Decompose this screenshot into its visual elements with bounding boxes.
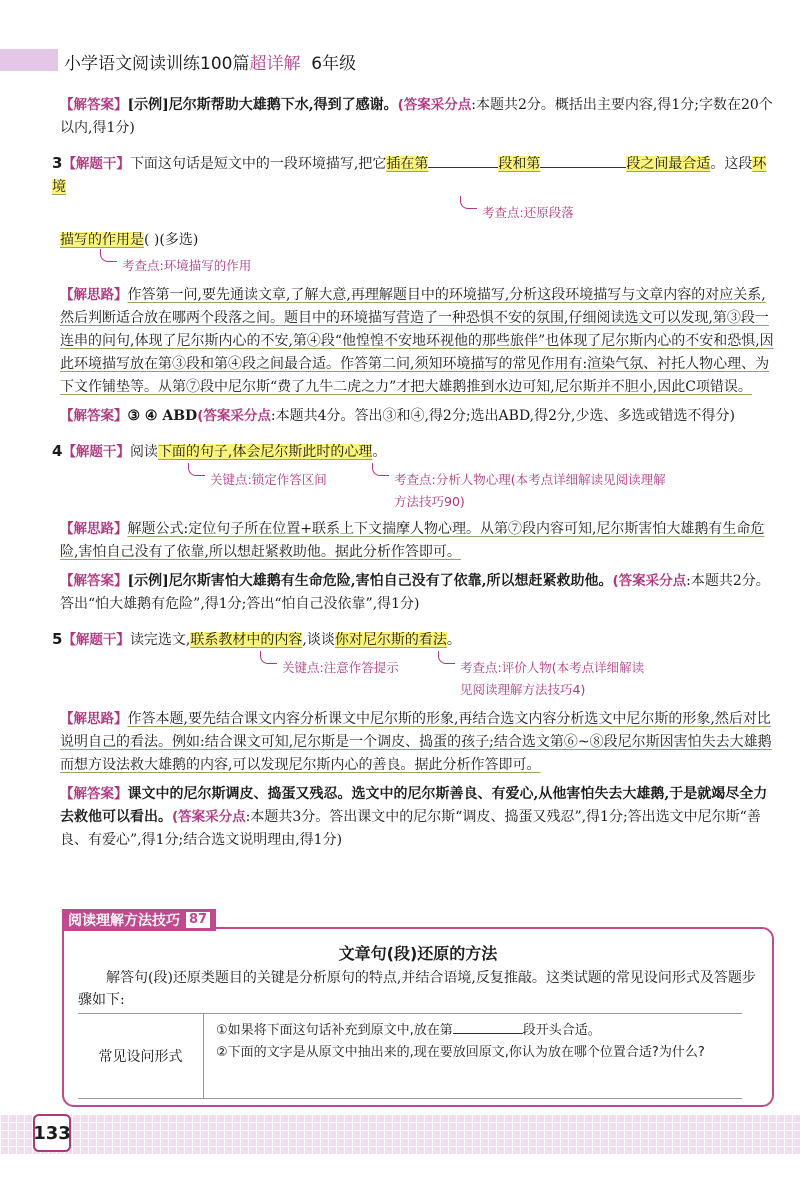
method-table xyxy=(78,1013,742,1099)
header-band xyxy=(0,49,58,71)
score-label: (答案采分点 xyxy=(197,408,271,424)
analysis-tag: 【解思路】 xyxy=(60,521,128,537)
answer-tag: 【解答案】 xyxy=(60,786,128,802)
highlight-text: 环境 xyxy=(52,156,767,195)
score-text: :本题共4分。答出③和④,得2分;选出ABD,得2分,少选、多选或错选不得分) xyxy=(270,408,735,424)
fill-blank xyxy=(428,154,498,168)
highlight-text: 插在第 xyxy=(386,156,429,172)
question-3-cont xyxy=(60,229,776,252)
highlight-text: 段之间最合适 xyxy=(626,156,711,172)
score-label: (答案采分点 xyxy=(172,809,246,825)
method-item-1-text-end: 段开头合适。 xyxy=(522,1023,601,1038)
method-item-2: ②下面的文字是从原文中抽出来的,现在要放回原文,你认为放在哪个位置合适?为什么? xyxy=(216,1045,705,1060)
annotation-note-cont: 见阅读理解方法技巧4) xyxy=(460,682,586,697)
analysis-tag: 【解思路】 xyxy=(60,711,128,727)
fill-blank xyxy=(453,1020,523,1034)
q3-analysis xyxy=(60,284,776,399)
header-grade: 6年级 xyxy=(311,54,357,74)
q3-answer xyxy=(60,405,776,428)
page-content xyxy=(52,94,776,858)
question-3 xyxy=(52,152,776,199)
question-tag: 【解题干】 xyxy=(62,632,130,648)
answer-tag: 【解答案】 xyxy=(60,573,128,589)
analysis-text: 作答本题,要先结合课文内容分析课文中尼尔斯的形象,再结合选文内容分析选文中尼尔斯的形象,然后对比说明自己的看法。例如:结合课文可知,尼尔斯是一个调皮、捣蛋的孩子;结合选文第⑥~⑧段尼尔斯因害怕失去大雄鹅而想方设法救大雄鹅的内容,可以发现尼尔斯内心的善良。据此分析作答即可。 xyxy=(60,711,772,773)
analysis-tag: 【解思路】 xyxy=(60,287,128,303)
method-item-1 xyxy=(216,1020,742,1042)
question-4 xyxy=(52,440,776,464)
question-tag: 【解题干】 xyxy=(62,444,130,460)
question-text: 阅读 xyxy=(129,444,158,460)
q2-answer xyxy=(60,94,776,140)
annotation-note: 关键点:锁定作答区间 xyxy=(188,468,327,491)
footer-band xyxy=(0,1114,800,1154)
question-text: 。 xyxy=(446,632,461,648)
analysis-text: 解题公式:定位句子所在位置+联系上下文揣摩人物心理。从第⑦段内容可知,尼尔斯害怕大雄鹅有生命危险,害怕自己没有了依靠,所以想赶紧救助他。据此分析作答即可。 xyxy=(60,521,765,560)
question-text: 。这段 xyxy=(710,156,753,172)
analysis-text: 作答第一问,要先通读文章,了解大意,再理解题目中的环境描写,分析这段环境描写与文章内容的对应关系,然后判断适合放在哪两个段落之间。题目中的环境描写营造了一种恐惧不安的氛围,仔细阅读选文可以发现,第③段一连串的问句,体现了尼尔斯内心的不安,第④段“他惶惶不安地环视他的那些旅伴”也体现了尼尔斯内心的不安和恐惧,因此环境描写放在第③段和第④段之间最合适。作答第二问,须知环境描写的常见作用有:渲染气氛、衬托人物心理、为下文作铺垫等。从第⑦段中尼尔斯“费了九牛二虎之力”才把大雄鹅推到水边可知,尼尔斯并不胆小,因此C项错误。 xyxy=(60,287,774,395)
highlight-text: 联系教材中的内容 xyxy=(190,632,303,648)
answer-text: 尼尔斯帮助大雄鹅下水,得到了感谢。 xyxy=(168,97,398,113)
page-header-title xyxy=(64,49,356,74)
question-text: 下面这句话是短文中的一段环境描写,把它 xyxy=(129,156,387,172)
score-text: :本题共2分。概括出主要内容,得1分;字数在20个以内,得1分) xyxy=(60,97,773,136)
q4-answer xyxy=(60,570,776,616)
method-box-intro-text: 解答句(段)还原类题目的关键是分析原句的特点,并结合语境,反复推敲。这类试题的常见设问形式及答题步骤如下: xyxy=(78,970,756,1008)
header-title-accent: 超详解 xyxy=(249,54,301,74)
highlight-text: 段和第 xyxy=(498,156,541,172)
method-table-body xyxy=(216,1020,742,1064)
score-label: (答案采分点 xyxy=(397,97,472,113)
annotation-row xyxy=(100,254,776,276)
method-table-label: 常见设问形式 xyxy=(78,1014,204,1098)
question-number: 5 xyxy=(52,630,63,648)
annotation-note: 考查点:分析人物心理(本考点详细解读见阅读理解 xyxy=(372,468,666,491)
answer-tag: 【解答案】 xyxy=(60,408,128,424)
answer-text: 课文中的尼尔斯调皮、捣蛋又残忍。选文中的尼尔斯善良、有爱心,从他害怕失去大雄鹅,于是就竭尽全力去救他可以看出。 xyxy=(60,786,768,825)
annotation-note-cont: 方法技巧90) xyxy=(394,494,465,509)
highlight-text: 描写的作用是 xyxy=(60,232,144,248)
answer-example-tag: [示例] xyxy=(127,97,169,113)
fill-blank xyxy=(540,154,626,168)
score-text: :本题共3分。答出课文中的尼尔斯“调皮、捣蛋又残忍”,得1分;答出选文中尼尔斯“善良、有爱心”,得1分;结合选文说明理由,得1分) xyxy=(60,809,761,848)
answer-text: 尼尔斯害怕大雄鹅有生命危险,害怕自己没有了依靠,所以想赶紧救助他。 xyxy=(168,573,613,589)
q4-analysis xyxy=(60,518,776,564)
answer-tag: 【解答案】 xyxy=(60,97,128,113)
question-number: 3 xyxy=(52,154,63,172)
method-box-tab-number: 87 xyxy=(186,912,210,928)
method-box-tab xyxy=(62,909,216,931)
highlight-text: 你对尼尔斯的看法 xyxy=(334,632,447,648)
answer-text: ③ ④ ABD xyxy=(127,408,198,424)
method-box xyxy=(62,909,774,1107)
page-number: 133 xyxy=(33,1114,71,1152)
annotation-note: 关键点:注意作答提示 xyxy=(260,656,399,679)
annotation-group xyxy=(60,654,776,700)
score-text: :本题共2分。答出“怕大雄鹅有危险”,得1分;答出“怕自己没依靠”,得1分) xyxy=(60,573,770,612)
method-box-tab-label: 阅读理解方法技巧 xyxy=(68,913,180,929)
header-title-main: 小学语文阅读训练100篇 xyxy=(64,54,250,74)
q5-analysis xyxy=(60,708,776,777)
method-box-title: 文章句(段)还原的方法 xyxy=(338,944,498,963)
question-number: 4 xyxy=(52,442,63,460)
question-text: ,谈谈 xyxy=(302,632,335,648)
annotation-note: 考查点:评价人物(本考点详细解读 xyxy=(438,656,644,679)
answer-example-tag: [示例] xyxy=(127,573,169,589)
annotation-group xyxy=(60,466,776,512)
q5-answer xyxy=(60,783,776,852)
annotation-row xyxy=(460,201,776,223)
method-item-1-text: ①如果将下面这句话补充到原文中,放在第 xyxy=(216,1023,453,1038)
method-box-intro xyxy=(78,967,758,1011)
question-text: 。 xyxy=(372,444,387,460)
annotation-note: 考查点:环境描写的作用 xyxy=(100,254,251,277)
annotation-note: 考查点:还原段落 xyxy=(460,201,574,224)
score-label: (答案采分点 xyxy=(612,573,687,589)
question-tag: 【解题干】 xyxy=(62,156,130,172)
method-box-frame xyxy=(62,927,774,1107)
question-text: 读完选文, xyxy=(129,632,191,648)
question-5 xyxy=(52,628,776,652)
highlight-text: 下面的句子,体会尼尔斯此时的心理 xyxy=(157,444,373,460)
question-text: ( )(多选) xyxy=(144,232,199,248)
